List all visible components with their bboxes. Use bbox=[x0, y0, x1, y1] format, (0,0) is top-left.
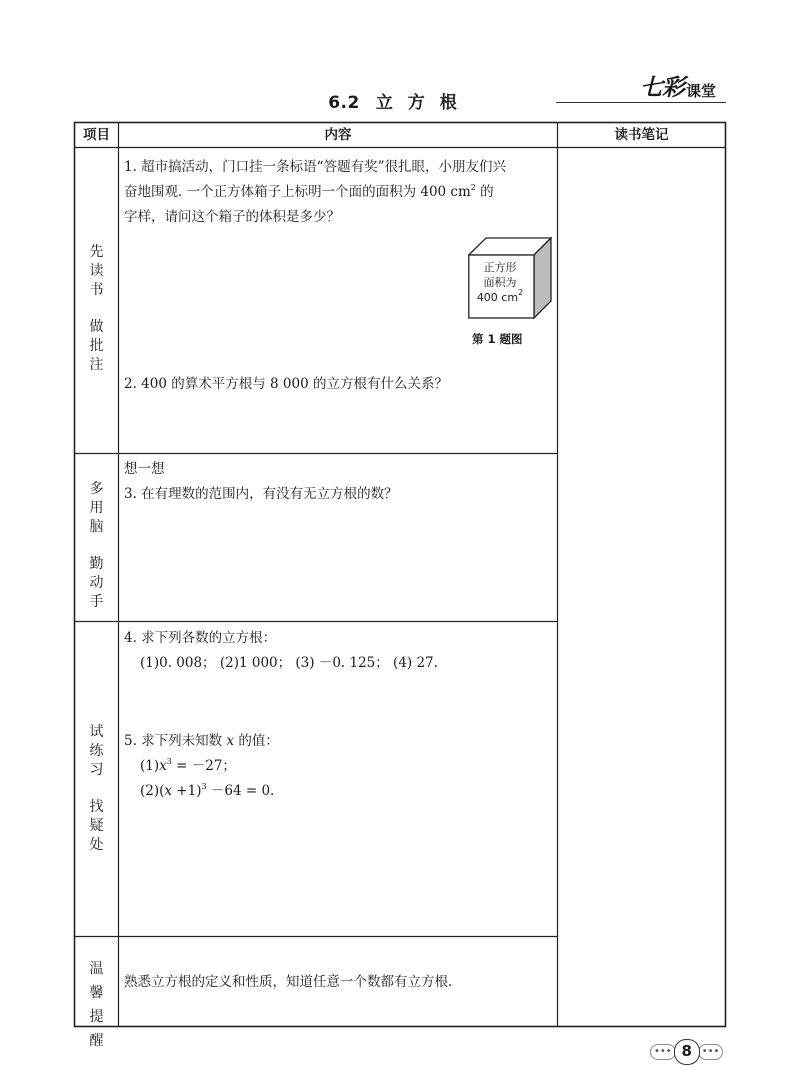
q1-line3: 字样，请问这个箱子的体积是多少？ bbox=[124, 209, 340, 225]
think-heading: 想一想 bbox=[124, 461, 165, 477]
think-section bbox=[124, 457, 552, 507]
dots-right-icon: ••• bbox=[698, 1044, 724, 1060]
page-number-badge bbox=[650, 1039, 723, 1065]
question-3: 3. 在有理数的范围内，有没有无立方根的数？ bbox=[124, 486, 398, 502]
q5-title: 5. 求下列未知数 x 的值： bbox=[124, 733, 279, 749]
section-label-reminder: 温 馨 提 醒 bbox=[89, 961, 104, 1049]
q4-items: (1)0. 008； (2)1 000； (3) －0. 125； (4) 27. bbox=[140, 655, 438, 671]
header-item: 项目 bbox=[83, 127, 110, 143]
figure-caption: 第 1 题图 bbox=[472, 332, 523, 346]
question-5 bbox=[124, 729, 552, 804]
q1-line1: 1. 超市搞活动，门口挂一条标语“答题有奖”很扎眼，小朋友们兴 bbox=[124, 159, 506, 175]
logo-sub: 课堂 bbox=[686, 82, 717, 100]
cube-label: 正方形 面积为 400 $cm^2$ bbox=[476, 261, 524, 304]
question-1 bbox=[124, 155, 552, 230]
question-4 bbox=[124, 626, 552, 676]
title-number: 6.2 bbox=[328, 93, 360, 113]
dots-left-icon: ••• bbox=[650, 1044, 676, 1060]
q5-eq2: $(2)(x +1)^3 -64 = 0$. bbox=[140, 782, 275, 799]
section-label-read: 先 读 书 做 批 注 bbox=[89, 244, 104, 373]
q5-eq1: $(1)x^3 = -27$； bbox=[140, 757, 236, 774]
q4-title: 4. 求下列各数的立方根： bbox=[124, 630, 277, 646]
page-number: 8 bbox=[674, 1039, 700, 1065]
section-label-think: 多 用 脑 勤 动 手 bbox=[89, 481, 104, 610]
header-notes: 读书笔记 bbox=[614, 127, 669, 143]
logo-main: 七彩 bbox=[640, 75, 684, 101]
question-2: 2. 400 的算术平方根与 8 000 的立方根有什么关系？ bbox=[124, 376, 448, 392]
header-content: 内容 bbox=[324, 127, 352, 143]
q1-line2: 奋地围观. 一个正方体箱子上标明一个面的面积为 400 $cm^2$ 的 bbox=[124, 183, 494, 200]
section-label-practice: 试 练 习 找 疑 处 bbox=[89, 724, 104, 853]
reminder-text: 熟悉立方根的定义和性质，知道任意一个数都有立方根. bbox=[124, 974, 453, 990]
title-text: 立方根 bbox=[375, 93, 472, 113]
